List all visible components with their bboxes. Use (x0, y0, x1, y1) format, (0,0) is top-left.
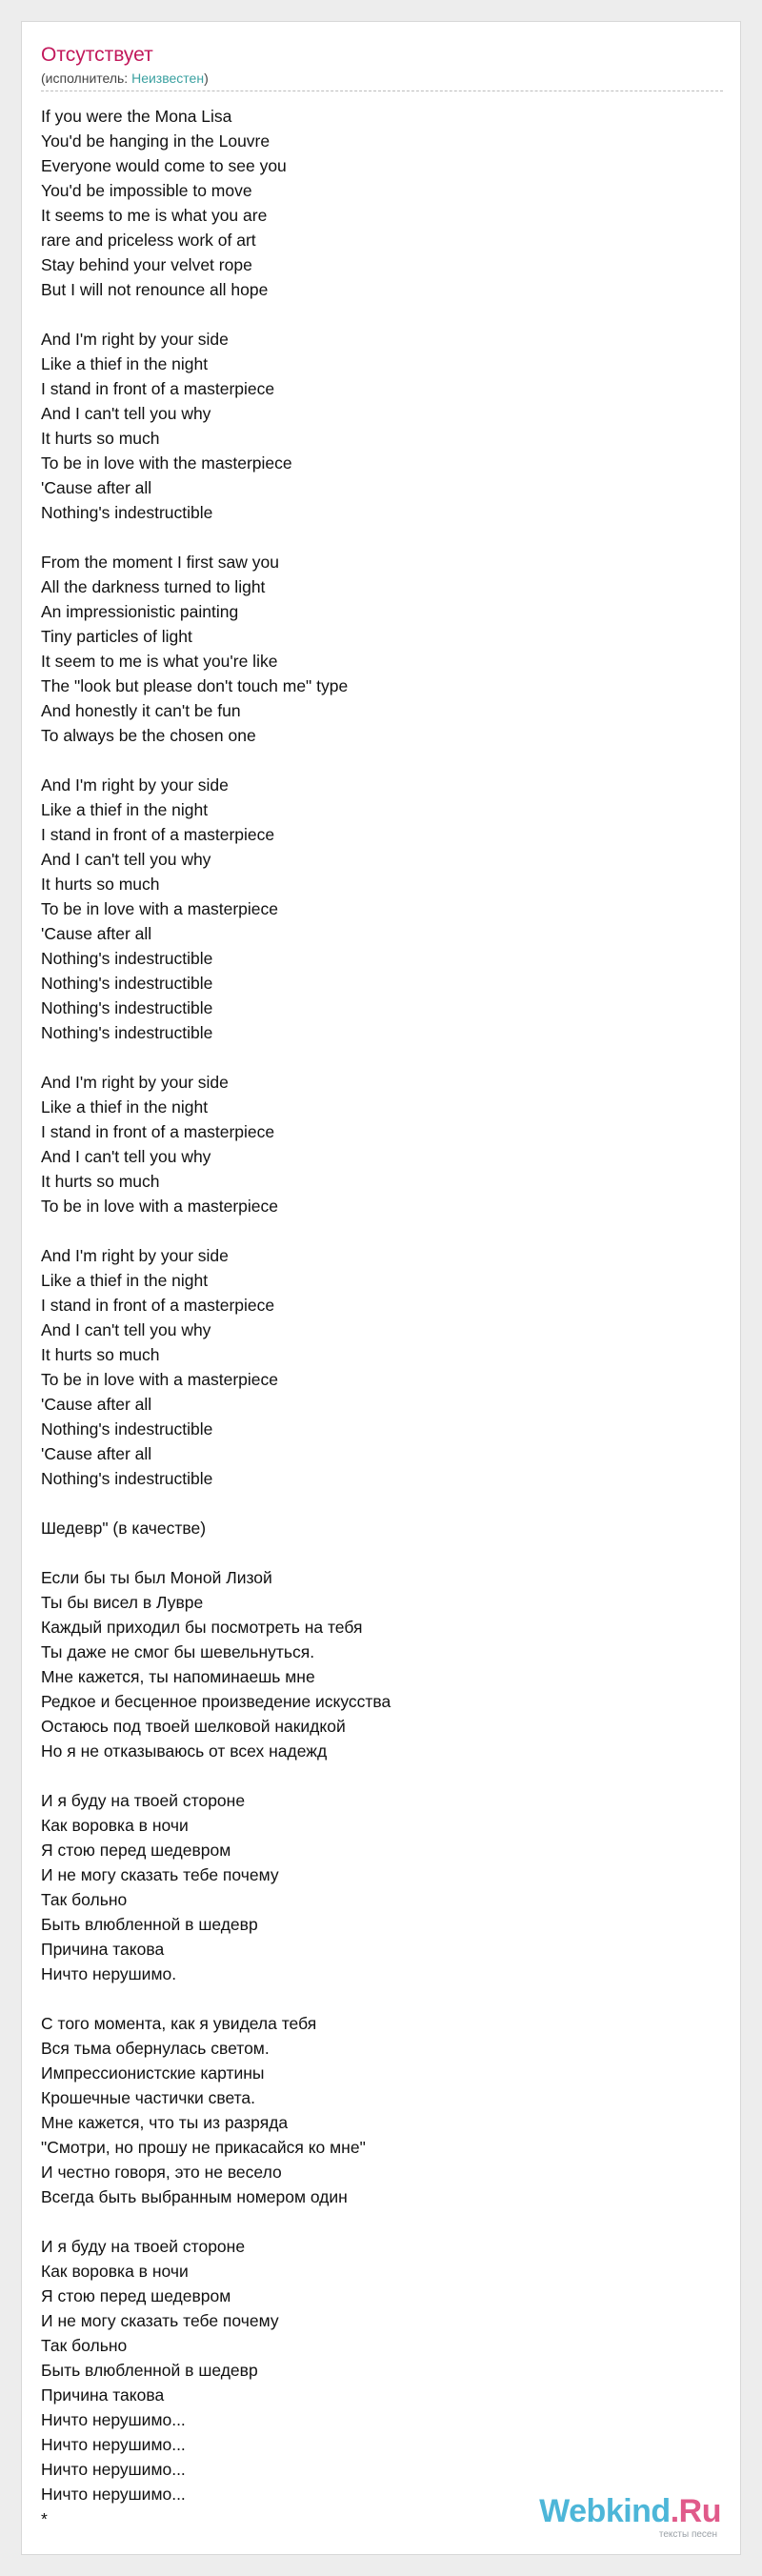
stanza-break (41, 1491, 723, 1516)
lyric-line: You'd be impossible to move (41, 181, 252, 200)
stanza-break (41, 2209, 723, 2234)
lyric-line: Я стою перед шедевром (41, 2286, 231, 2305)
lyric-line: Ничто нерушимо... (41, 2460, 186, 2479)
lyric-line: To be in love with the masterpiece (41, 453, 292, 473)
lyric-line: 'Cause after all (41, 924, 152, 943)
lyrics-text (41, 104, 723, 2531)
lyric-line: 'Cause after all (41, 1395, 152, 1414)
lyric-line: From the moment I first saw you (41, 553, 279, 572)
lyric-line: И не могу сказать тебе почему (41, 2311, 279, 2330)
logo-ru: Ru (678, 2493, 721, 2529)
lyric-line: * (41, 2509, 48, 2528)
lyric-line: Like a thief in the night (41, 1271, 209, 1290)
page-title: Отсутствует (41, 44, 153, 66)
lyric-line: And I can't tell you why (41, 1320, 211, 1339)
lyric-line: Вся тьма обернулась светом. (41, 2039, 270, 2058)
stanza-break (41, 748, 723, 773)
artist-link[interactable]: Неизвестен (131, 70, 205, 86)
lyric-line: I stand in front of a masterpiece (41, 379, 275, 398)
lyric-line: And I can't tell you why (41, 404, 211, 423)
lyric-line: To always be the chosen one (41, 726, 256, 745)
lyric-line: You'd be hanging in the Louvre (41, 131, 271, 151)
lyric-line: С того момента, как я увидела тебя (41, 2014, 317, 2033)
lyric-line: I stand in front of a masterpiece (41, 825, 275, 844)
logo-web: Web (539, 2493, 606, 2529)
lyric-line: Причина такова (41, 1940, 165, 1959)
lyric-line: Быть влюбленной в шедевр (41, 1915, 258, 1934)
lyric-line: All the darkness turned to light (41, 577, 266, 596)
lyrics-card (21, 21, 741, 2555)
lyric-line: Nothing's indestructible (41, 1419, 213, 1439)
lyric-line: Ничто нерушимо... (41, 2410, 186, 2429)
logo-tagline: тексты песен (658, 2529, 717, 2540)
artist-prefix: (исполнитель: (41, 70, 132, 86)
lyric-line: And I can't tell you why (41, 850, 211, 869)
logo-dot: . (670, 2493, 679, 2529)
lyric-line: 'Cause after all (41, 478, 152, 497)
lyric-line: Ничто нерушимо... (41, 2485, 186, 2504)
lyric-line: Ничто нерушимо. (41, 1964, 177, 1983)
lyric-line: I stand in front of a masterpiece (41, 1296, 275, 1315)
lyric-line: И не могу сказать тебе почему (41, 1865, 279, 1884)
lyric-line: Но я не отказываюсь от всех надежд (41, 1741, 328, 1761)
lyric-line: But I will not renounce all hope (41, 280, 269, 299)
artist-suffix: ) (204, 70, 209, 86)
lyric-line: Everyone would come to see you (41, 156, 287, 175)
lyric-line: Если бы ты был Моной Лизой (41, 1568, 272, 1587)
lyric-line: Ничто нерушимо... (41, 2435, 186, 2454)
lyric-line: Nothing's indestructible (41, 1023, 213, 1042)
lyric-line: Like a thief in the night (41, 800, 209, 819)
stanza-break (41, 525, 723, 550)
lyric-line: Быть влюбленной в шедевр (41, 2361, 258, 2380)
lyric-line: Я стою перед шедевром (41, 1841, 231, 1860)
lyric-line: And honestly it can't be fun (41, 701, 241, 720)
lyric-line: Остаюсь под твоей шелковой накидкой (41, 1717, 346, 1736)
site-logo[interactable] (539, 2493, 721, 2541)
lyric-line: To be in love with a masterpiece (41, 1370, 279, 1389)
lyric-line: Редкое и бесценное произведение искусства (41, 1692, 391, 1711)
stanza-break (41, 302, 723, 327)
lyric-line: Nothing's indestructible (41, 1469, 213, 1488)
lyric-line: Так больно (41, 1890, 128, 1909)
lyric-line: Tiny particles of light (41, 627, 192, 646)
lyric-line: И я буду на твоей стороне (41, 1791, 246, 1810)
lyric-line: Импрессионистские картины (41, 2063, 265, 2083)
logo-wordmark (539, 2493, 721, 2529)
lyric-line: To be in love with a masterpiece (41, 899, 279, 918)
lyric-line: Причина такова (41, 2385, 165, 2405)
stanza-break (41, 1540, 723, 1565)
lyric-line: Как воровка в ночи (41, 1816, 189, 1835)
lyric-line: "Смотри, но прошу не прикасайся ко мне" (41, 2138, 366, 2157)
artist-line (41, 70, 209, 87)
lyric-line: И я буду на твоей стороне (41, 2237, 246, 2256)
lyric-line: And I'm right by your side (41, 1246, 229, 1265)
lyric-line: Stay behind your velvet rope (41, 255, 252, 274)
lyric-line: And I'm right by your side (41, 775, 229, 795)
lyric-line: Каждый приходил бы посмотреть на тебя (41, 1618, 363, 1637)
lyric-line: Мне кажется, ты напоминаешь мне (41, 1667, 315, 1686)
lyric-line: It hurts so much (41, 429, 160, 448)
lyric-line: Ты даже не смог бы шевельнуться. (41, 1642, 315, 1661)
lyric-line: The "look but please don't touch me" type (41, 676, 349, 695)
lyric-line: Крошечные частички света. (41, 2088, 256, 2107)
lyric-line: An impressionistic painting (41, 602, 239, 621)
lyric-line: И честно говоря, это не весело (41, 2163, 282, 2182)
lyric-line: Like a thief in the night (41, 354, 209, 373)
lyric-line: I stand in front of a masterpiece (41, 1122, 275, 1141)
stanza-break (41, 1763, 723, 1788)
lyric-line: It seem to me is what you're like (41, 652, 278, 671)
lyric-line: To be in love with a masterpiece (41, 1197, 279, 1216)
lyric-line: Как воровка в ночи (41, 2262, 189, 2281)
lyric-line: It hurts so much (41, 875, 160, 894)
lyric-line: It seems to me is what you are (41, 206, 268, 225)
stanza-break (41, 1045, 723, 1070)
lyric-line: Мне кажется, что ты из разряда (41, 2113, 289, 2132)
lyric-line: Шедевр" (в качестве) (41, 1519, 207, 1538)
logo-kind: kind (605, 2493, 671, 2529)
lyric-line: Всегда быть выбранным номером один (41, 2187, 348, 2206)
lyric-line: Nothing's indestructible (41, 998, 213, 1017)
lyric-line: If you were the Mona Lisa (41, 107, 232, 126)
stanza-break (41, 1986, 723, 2011)
lyric-line: Nothing's indestructible (41, 974, 213, 993)
lyric-line: Так больно (41, 2336, 128, 2355)
lyric-line: It hurts so much (41, 1345, 160, 1364)
lyric-line: And I can't tell you why (41, 1147, 211, 1166)
stanza-break (41, 1218, 723, 1243)
lyric-line: Like a thief in the night (41, 1097, 209, 1117)
lyric-line: Nothing's indestructible (41, 503, 213, 522)
lyric-line: 'Cause after all (41, 1444, 152, 1463)
lyric-line: Nothing's indestructible (41, 949, 213, 968)
lyric-line: Ты бы висел в Лувре (41, 1593, 204, 1612)
lyric-line: And I'm right by your side (41, 330, 229, 349)
lyric-line: rare and priceless work of art (41, 231, 256, 250)
lyric-line: And I'm right by your side (41, 1073, 229, 1092)
lyric-line: It hurts so much (41, 1172, 160, 1191)
